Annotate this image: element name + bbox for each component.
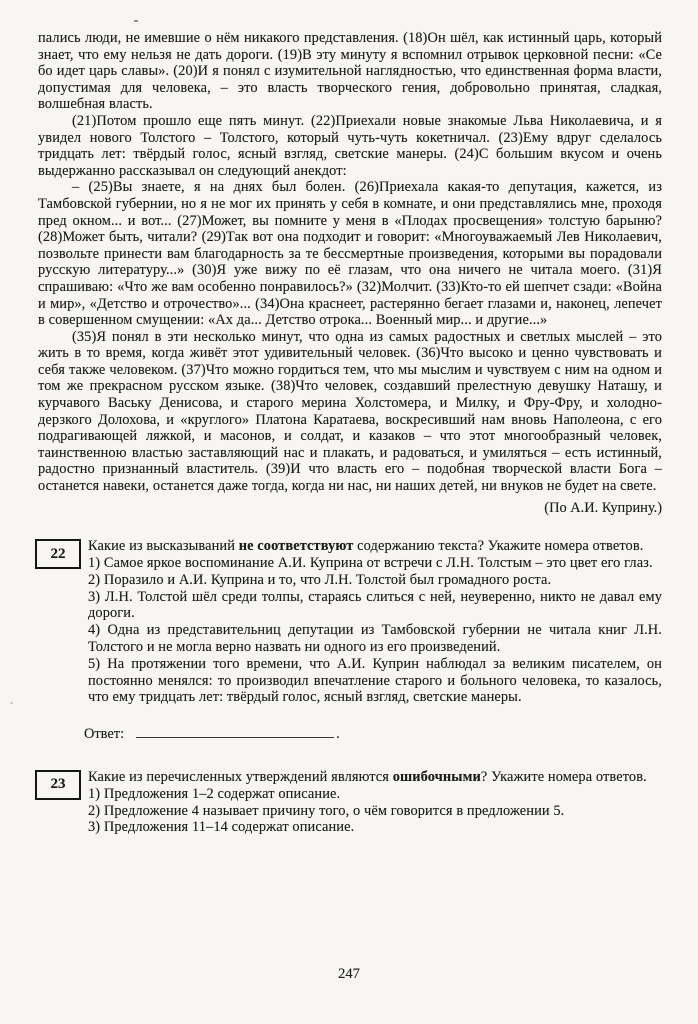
question-23 [38, 769, 662, 836]
answer-label: Ответ: [84, 726, 125, 743]
prompt-text: Какие из перечисленных утверждений являются [88, 768, 393, 785]
scan-speck [134, 20, 138, 22]
answer-row [84, 724, 662, 743]
question-23-number-box [35, 770, 81, 800]
page-number: 247 [338, 966, 360, 982]
question-22-option-4: 4) Одна из представительниц депутации из Тамбовской губернии не читала книг Л.Н. Толстого и не могла верно назвать ни одного из его произведений. [88, 622, 662, 655]
passage-paragraph: – (25)Вы знаете, я на днях был болен. (26)Приехала какая-то депутация, кажется, из Тамбовской губернии, но я не мог их принять у себя в комнате, и они представлялись мне, проходя пред окном... и вот... (27)Может, вы помните у меня в «Плодах просвещения» толстую барыню? (28)Может быть, читали? (29)Так вот она подходит и говорит: «Многоуважаемый Лев Николаевич, позвольте принести вам благодарность за те бессмертные произведения, которыми вы порадовали русскую литературу...» (30)Я уже вижу по её глазам, что она ничего не читала моего. (31)Я спрашиваю: «Что же вам особенно понравилось?» (32)Молчит. (33)Кто-то ей шепчет сзади: «Война и мир», «Детство и отрочество»... (34)Она краснеет, растерянно бегает глазами и, наконец, лепечет в совершенном смущении: «Ах да... Детство отрока... Военный мир... и другие...» [38, 179, 662, 329]
question-22-option-5: 5) На протяжении того времени, что А.И. Куприн наблюдал за великим писателем, он постоянно менялся: то производил впечатление старого и больного человека, то казалось, что ему тридцать лет: твёрдый голос, ясный взгляд, светские манеры. [88, 655, 662, 706]
passage-paragraph: пались люди, не имевшие о нём никакого представления. (18)Он шёл, как истинный царь, который знает, что ему нельзя не дать дороги. (19)В эту минуту я вспомнил отрывок церковной песни: «Се бо идет царь славы». (20)И я понял с изумительной наглядностью, что единственная форма власти, допустимая для человека, – это власть творческого гения, добровольно принятая, сладкая, волшебная власть. [38, 30, 662, 113]
question-23-option-2: 2) Предложение 4 называет причину того, о чём говорится в предложении 5. [88, 802, 565, 819]
question-22-option-3: 3) Л.Н. Толстой шёл среди толпы, стараясь слиться с ней, неуверенно, никто не давал ему дороги. [88, 588, 662, 622]
reading-passage [38, 30, 662, 516]
answer-blank-line [136, 724, 334, 738]
prompt-bold-text: ошибочными [392, 768, 481, 785]
question-22-number: 22 [50, 545, 66, 562]
question-22-content [88, 538, 662, 706]
passage-attribution: (По А.И. Куприну.) [544, 499, 662, 516]
prompt-text: содержанию текста? Укажите номера ответов. [353, 538, 644, 555]
prompt-text: Какие из высказываний [88, 538, 239, 555]
answer-period: . [336, 726, 340, 743]
question-23-option-1: 1) Предложения 1–2 содержат описание. [88, 785, 341, 802]
question-22-prompt [88, 538, 662, 555]
question-22-option-1: 1) Самое яркое воспоминание А.И. Куприна от встречи с Л.Н. Толстым – это цвет его глаз. [88, 555, 653, 572]
question-23-number: 23 [50, 776, 66, 793]
passage-paragraph: (21)Потом прошло еще пять минут. (22)Приехали новые знакомые Льва Николаевича, и я увидел нового Толстого – Толстого, который чуть-чуть кокетничал. (23)Ему вдруг сделалось тридцать лет: твёрдый голос, ясный взгляд, светские манеры. (24)С большим вкусом и очень выдержанно рассказывал он следующий анекдот: [38, 112, 662, 179]
prompt-bold-text: не соответствуют [238, 538, 354, 555]
question-23-prompt [88, 769, 662, 786]
scan-speck [10, 702, 13, 704]
question-22 [38, 538, 662, 706]
passage-paragraph: (35)Я понял в эти несколько минут, что одна из самых радостных и светлых мыслей – это жить в то время, когда живёт этот удивительный человек. (36)Что высоко и ценно чувствовать и себя также человеком. (37)Что можно гордиться тем, что мы мыслим и чувствуем с ним на одном и том же прекрасном русском языке. (38)Что человек, создавший прелестную девушку Наташу, и курчавого Ваську Денисова, и старого мерина Холстомера, и Милку, и Фру-Фру, и холодно-дерзкого Долохова, и «круглого» Платона Каратаева, воскресивший нам вновь Наполеона, с его подрагивающей ляжкой, и масонов, и солдат, и казаков – что этот многообразный человек, таинственною властью заставляющий нас и плакать, и радоваться, и умиляться – есть истинный, радостно признанный властитель. (39)И что власть его – подобная творческой власти Бога – останется навеки, останется даже тогда, когда ни нас, ни наших детей, ни внуков не будет на свете. [38, 328, 662, 495]
prompt-text: ? Укажите номера ответов. [480, 768, 647, 785]
question-22-number-box [35, 539, 81, 569]
question-22-option-2: 2) Поразило и А.И. Куприна и то, что Л.Н. Толстой был громадного роста. [88, 571, 552, 588]
question-23-option-3: 3) Предложения 11–14 содержат описание. [88, 819, 355, 836]
question-23-content [88, 769, 662, 836]
